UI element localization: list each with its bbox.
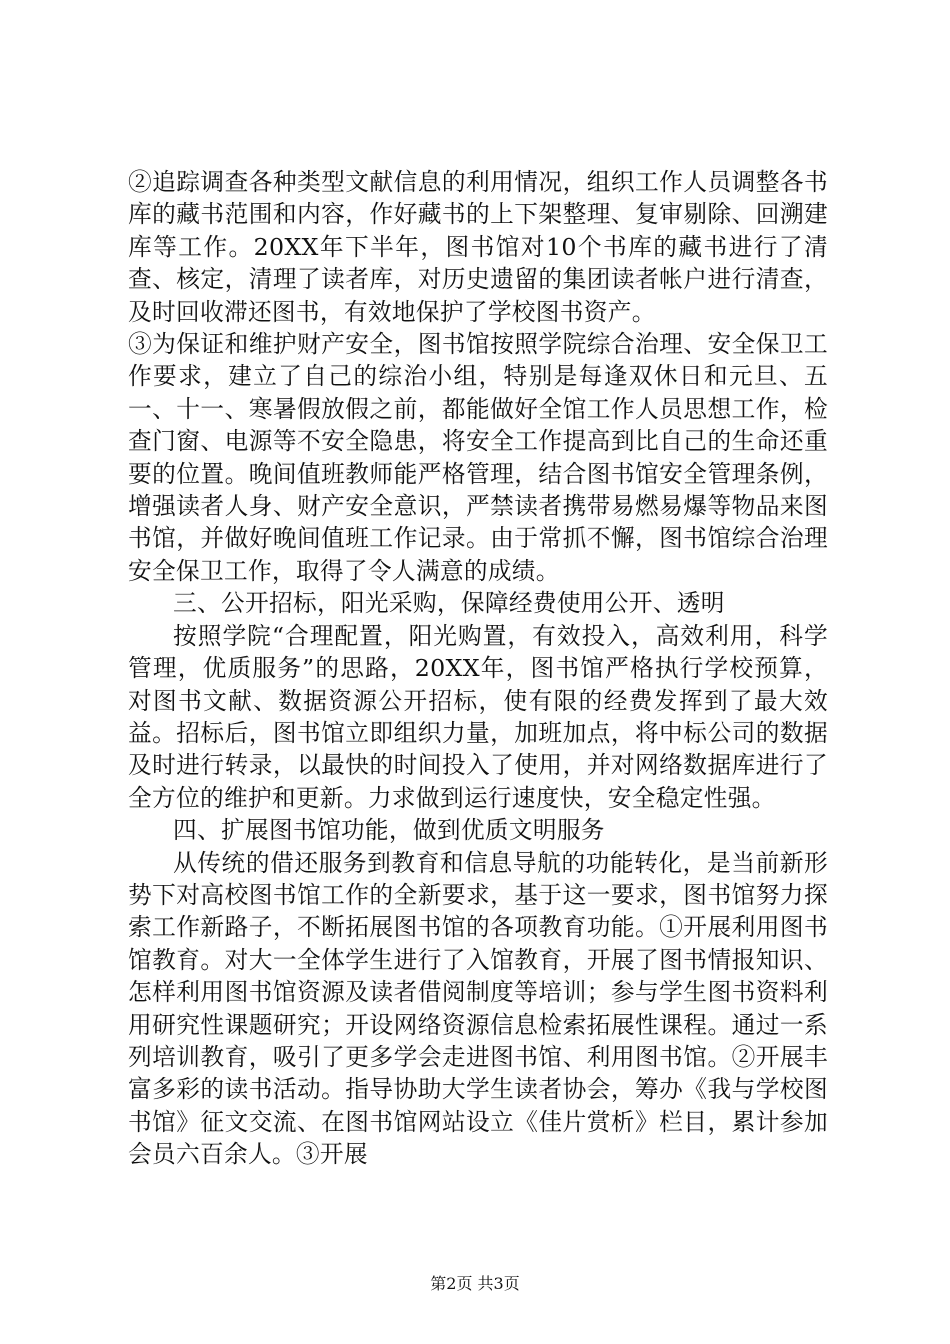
paragraph-education-functions: 从传统的借还服务到教育和信息导航的功能转化，是当前新形势下对高校图书馆工作的全新要求，基于这一要求，图书馆努力探索工作新路子，不断拓展图书馆的各项教育功能。①开展利用图书馆教育。对大一全体学生进行了入馆教育，开展了图书情报知识、怎样利用图书馆资源及读者借阅制度等培训；参与学生图书资料利用研究性课题研究；开设网络资源信息检索拓展性课程。通过一系列培训教育，吸引了更多学会走进图书馆、利用图书馆。②开展丰富多彩的读书活动。指导协助大学生读者协会，筹办《我与学校图书馆》征文交流、在图书馆网站设立《佳片赏析》栏目，累计参加会员六百余人。③开展: [128, 848, 828, 1169]
paragraph-property-safety: ③为保证和维护财产安全，图书馆按照学院综合治理、安全保卫工作要求，建立了自己的综治小组，特别是每逢双休日和元旦、五一、十一、寒暑假放假之前，都能做好全馆工作人员思想工作，检查门窗、电源等不安全隐患，将安全工作提高到比自己的生命还重要的位置。晚间值班教师能严格管理，结合图书馆安全管理条例，增强读者人身、财产安全意识，严禁读者携带易燃易爆等物品来图书馆，并做好晚间值班工作记录。由于常抓不懈，图书馆综合治理安全保卫工作，取得了令人满意的成绩。: [128, 330, 828, 585]
page-number-footer: 第2页 共3页: [430, 1274, 520, 1293]
section-heading-public-tender: 三、公开招标，阳光采购，保障经费使用公开、透明: [173, 589, 725, 618]
section-heading-expand-functions: 四、扩展图书馆功能，做到优质文明服务: [173, 816, 605, 845]
document-body: [128, 166, 828, 1171]
paragraph-collection-check: ②追踪调查各种类型文献信息的利用情况，组织工作人员调整各书库的藏书范围和内容，作好藏书的上下架整理、复审剔除、回溯建库等工作。20XX年下半年，图书馆对10个书库的藏书进行了清查、核定，清理了读者库，对历史遗留的集团读者帐户进行清查，及时回收滞还图书，有效地保护了学校图书资产。: [128, 168, 828, 326]
paragraph-tender-details: 按照学院“合理配置，阳光购置，有效投入，高效利用，科学管理，优质服务”的思路，20XX年，图书馆严格执行学校预算，对图书文献、数据资源公开招标，使有限的经费发挥到了最大效益。招标后，图书馆立即组织力量，加班加点，将中标公司的数据及时进行转录，以最快的时间投入了使用，并对网络数据库进行了全方位的维护和更新。力求做到运行速度快，安全稳定性强。: [128, 621, 828, 812]
